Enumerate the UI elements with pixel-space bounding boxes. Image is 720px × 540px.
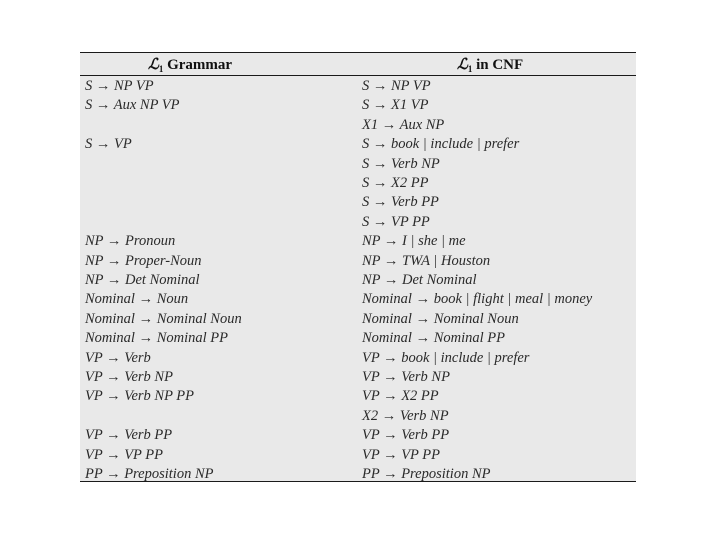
grammar-rule: S → VP xyxy=(85,136,132,153)
left-header-symbol: ℒ xyxy=(148,55,159,73)
grammar-rule: PP → Preposition NP xyxy=(85,466,214,482)
left-column-header xyxy=(148,55,232,74)
grammar-rule: Nominal → Noun xyxy=(85,291,189,308)
left-header-text: Grammar xyxy=(167,57,233,73)
grammar-rule: VP → Verb NP xyxy=(85,369,173,385)
grammar-rule: VP → Verb NP PP xyxy=(85,388,195,405)
cnf-rule: Nominal → book | flight | meal | money xyxy=(362,291,593,308)
grammar-rule: NP → Proper-Noun xyxy=(85,252,202,269)
cnf-rule: S → X1 VP xyxy=(362,97,429,114)
grammar-rule: NP → Pronoun xyxy=(85,233,176,250)
cnf-rule: Nominal → Nominal Noun xyxy=(362,310,519,327)
cnf-rule: S → Verb NP xyxy=(362,155,440,172)
left-header-subscript: 1 xyxy=(158,64,164,74)
grammar-rule: Nominal → Nominal Noun xyxy=(85,310,242,327)
cnf-rule: VP → book | include | prefer xyxy=(362,349,530,366)
cnf-rule: NP → I | she | me xyxy=(362,233,466,250)
cnf-rule: VP → Verb PP xyxy=(362,427,450,444)
cnf-rule: VP → X2 PP xyxy=(362,388,439,405)
right-column-header xyxy=(457,55,523,74)
cnf-rule: Nominal → Nominal PP xyxy=(362,330,505,347)
right-header-subscript: 1 xyxy=(467,64,473,74)
right-header-symbol: ℒ xyxy=(457,55,468,73)
grammar-rule: VP → Verb PP xyxy=(85,427,173,444)
cnf-rule: VP → Verb NP xyxy=(362,369,450,385)
cnf-rule: NP → TWA | Houston xyxy=(362,252,491,269)
cnf-rule: S → X2 PP xyxy=(362,175,429,191)
table-header-row xyxy=(80,53,636,76)
cnf-rule: NP → Det Nominal xyxy=(362,272,477,288)
grammar-rule: NP → Det Nominal xyxy=(85,272,200,288)
grammar-rule: VP → Verb xyxy=(85,349,151,366)
right-header-text: in CNF xyxy=(476,57,524,73)
cnf-rule: VP → VP PP xyxy=(362,446,440,463)
cnf-rule: S → book | include | prefer xyxy=(362,136,520,153)
cnf-rule: X1 → Aux NP xyxy=(362,116,445,133)
cnf-rule: S → VP PP xyxy=(362,213,430,230)
cnf-rule: PP → Preposition NP xyxy=(362,466,491,482)
cnf-rule: X2 → Verb NP xyxy=(362,407,449,424)
grammar-table xyxy=(80,52,636,482)
grammar-rule: S → Aux NP VP xyxy=(85,97,180,114)
cnf-rule: S → NP VP xyxy=(362,78,431,94)
cnf-rule: S → Verb PP xyxy=(362,194,439,211)
grammar-rule: Nominal → Nominal PP xyxy=(85,330,228,347)
grammar-rule: VP → VP PP xyxy=(85,446,163,463)
grammar-rule: S → NP VP xyxy=(85,78,154,94)
